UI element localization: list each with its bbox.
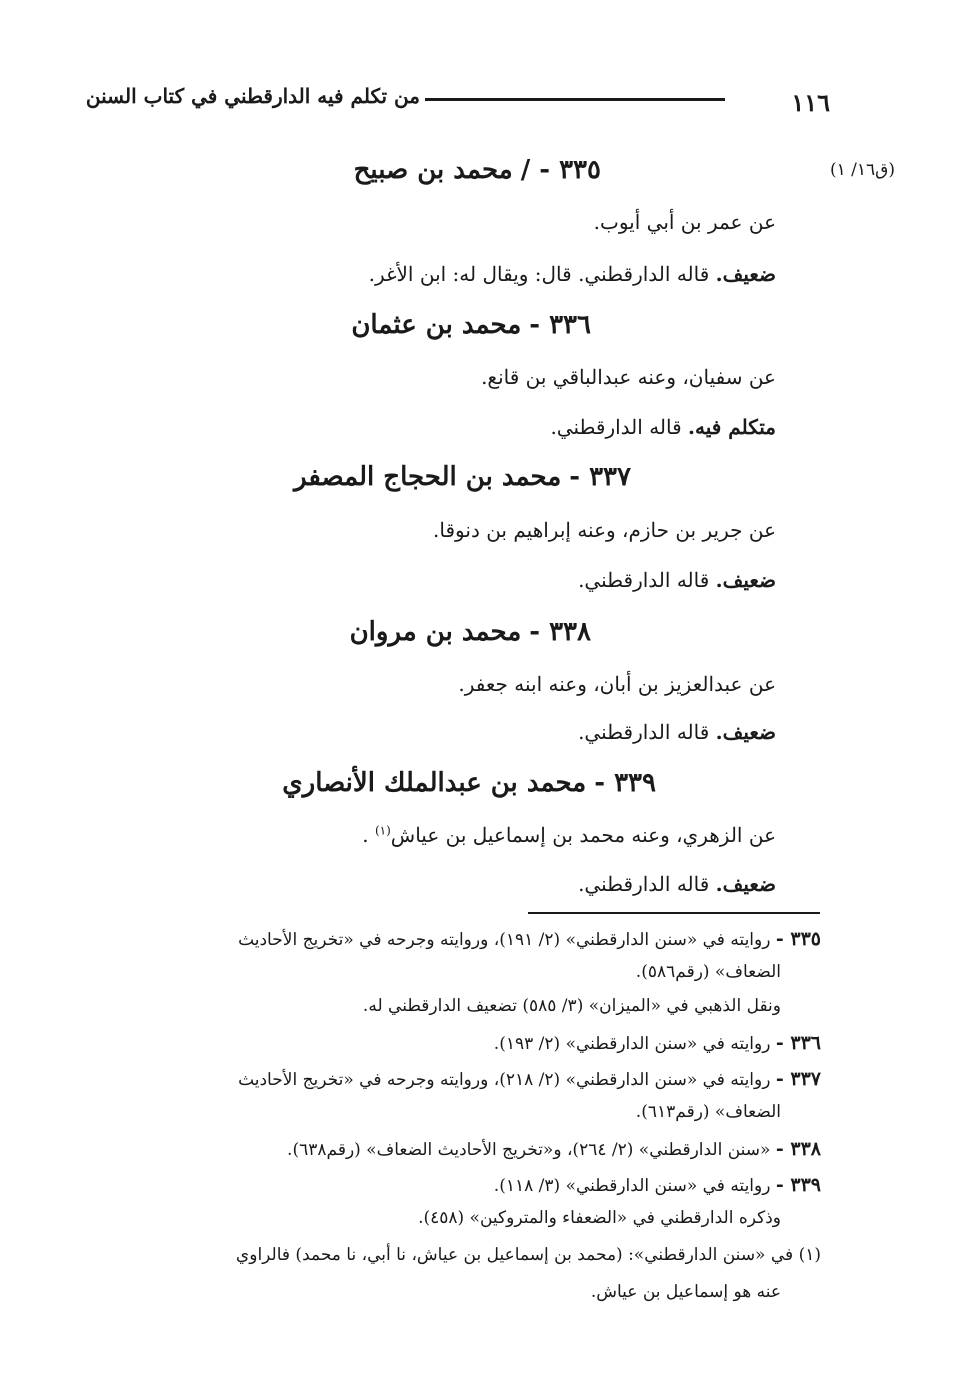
footnote-line — [238, 928, 821, 950]
footnote-number: ٣٣٧ - — [775, 1068, 821, 1090]
verdict-word: ضعيف. — [715, 262, 776, 286]
footnote-line — [494, 1174, 821, 1196]
footnote-number: ٣٣٥ - — [775, 928, 821, 950]
entry-narration: عن عمر بن أبي أيوب. — [593, 210, 776, 234]
entry-verdict — [578, 872, 776, 896]
entry-name: محمد بن عثمان — [351, 310, 522, 340]
footnote-text: روايته في «سنن الدارقطني» (٢/ ١٩٣). — [493, 1034, 771, 1054]
verdict-word: ضعيف. — [715, 720, 776, 744]
entry-heading-339 — [282, 768, 656, 798]
footnote-text: روايته في «سنن الدارقطني» (٢/ ١٩١)، وروايته وجرحه في «تخريج الأحاديث — [238, 930, 771, 950]
footnote-line — [636, 1102, 781, 1122]
entry-narration: عن سفيان، وعنه عبدالباقي بن قانع. — [481, 365, 776, 389]
entry-name: محمد بن عبدالملك الأنصاري — [282, 768, 587, 798]
footnote-line — [363, 996, 781, 1016]
entry-verdict — [578, 720, 776, 744]
entry-number: ٣٣٦ - — [529, 310, 591, 340]
footnote-number: ٣٣٩ - — [775, 1174, 821, 1196]
footnote-text: في «سنن الدارقطني»: (محمد بن إسماعيل بن عياش، نا أبي، نا محمد) فالراوي — [235, 1245, 794, 1265]
verdict-text: قاله الدارقطني. — [578, 720, 710, 744]
footnote-text: ونقل الذهبي في «الميزان» (٣/ ٥٨٥) تضعيف الدارقطني له. — [362, 996, 781, 1016]
entry-heading-338 — [350, 617, 591, 647]
footnote-rule — [528, 912, 820, 914]
footnote-line — [591, 1282, 781, 1302]
entry-number: ٣٣٧ - — [569, 462, 631, 492]
header-rule — [425, 98, 725, 101]
entry-heading-337 — [294, 462, 631, 492]
footnote-text: «سنن الدارقطني» (٢/ ٢٦٤)، و«تخريج الأحاديث الضعاف» (رقم٦٣٨). — [287, 1140, 771, 1160]
footnote-number: (١) — [798, 1245, 821, 1265]
verdict-word: ضعيف. — [715, 872, 776, 896]
entry-narration — [362, 823, 776, 847]
footnote-text: روايته في «سنن الدارقطني» (٢/ ٢١٨)، وروايته وجرحه في «تخريج الأحاديث — [238, 1070, 771, 1090]
entry-verdict — [550, 415, 776, 439]
footnote-number: ٣٣٦ - — [775, 1032, 821, 1054]
footnote-line — [418, 1208, 781, 1228]
verdict-text: قاله الدارقطني. — [550, 415, 682, 439]
entry-heading-336 — [351, 310, 591, 340]
verdict-text: قاله الدارقطني. — [578, 568, 710, 592]
entry-number: ٣٣٨ - — [529, 617, 591, 647]
verdict-text: قاله الدارقطني. — [578, 872, 710, 896]
entry-verdict — [369, 262, 776, 286]
footnote-line — [287, 1138, 821, 1160]
verdict-text: قاله الدارقطني. قال: ويقال له: ابن الأغر. — [368, 262, 710, 286]
footnote-text: الضعاف» (رقم٦١٣). — [635, 1102, 781, 1122]
running-title: من تكلم فيه الدارقطني في كتاب السنن — [85, 84, 420, 108]
footnote-text: روايته في «سنن الدارقطني» (٣/ ١١٨). — [493, 1176, 771, 1196]
entry-name: محمد بن مروان — [349, 617, 522, 647]
narration-text: عن الزهري، وعنه محمد بن إسماعيل بن عياش — [390, 823, 776, 847]
footnote-line — [238, 1068, 821, 1090]
footnote-line — [636, 962, 781, 982]
entry-heading-335 — [354, 155, 601, 185]
footnote-line — [236, 1245, 821, 1265]
verdict-word: متكلم فيه. — [688, 415, 776, 439]
entry-name: محمد بن الحجاج المصفر — [294, 462, 562, 492]
footnote-text: وذكره الدارقطني في «الضعفاء والمتروكين» (٤٥٨). — [418, 1208, 781, 1228]
footnote-text: عنه هو إسماعيل بن عياش. — [590, 1282, 781, 1302]
footnote-text: الضعاف» (رقم٥٨٦). — [635, 962, 781, 982]
narration-end: . — [362, 823, 375, 847]
entry-narration: عن عبدالعزيز بن أبان، وعنه ابنه جعفر. — [458, 672, 776, 696]
page-number: ١١٦ — [791, 88, 830, 117]
entry-verdict — [578, 568, 776, 592]
entry-number: ٣٣٩ - — [594, 768, 656, 798]
footnote-marker: (١) — [374, 823, 391, 838]
footnote-line — [494, 1032, 821, 1054]
entry-narration: عن جرير بن حازم، وعنه إبراهيم بن دنوقا. — [433, 518, 776, 542]
manuscript-reference: (ق١٦/ ١) — [829, 160, 895, 180]
footnote-number: ٣٣٨ - — [775, 1138, 821, 1160]
verdict-word: ضعيف. — [715, 568, 776, 592]
entry-number: ٣٣٥ - / — [520, 155, 601, 185]
entry-name: محمد بن صبيح — [353, 155, 513, 185]
